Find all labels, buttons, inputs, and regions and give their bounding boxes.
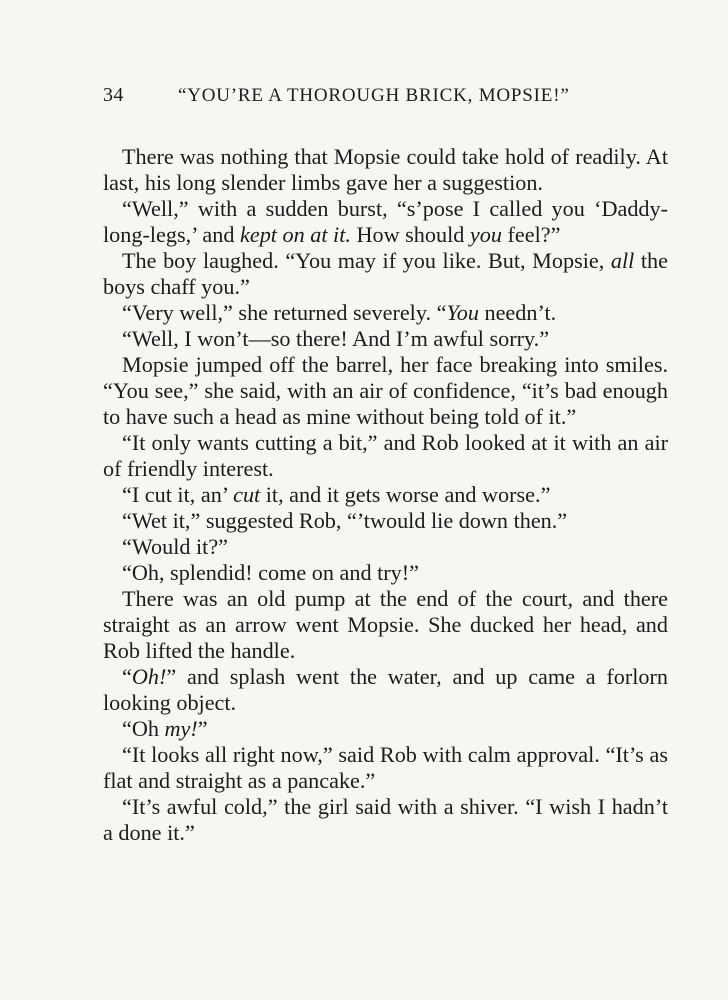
text-run: “ [122, 664, 132, 689]
paragraph [103, 664, 668, 716]
paragraph [103, 742, 668, 794]
text-run: the boys chaff you.” [103, 248, 668, 299]
page-header [103, 84, 668, 126]
paragraph [103, 430, 668, 482]
text-run: The boy laughed. “You may if you like. But, Mopsie, [122, 248, 611, 273]
text-run: “Oh [122, 716, 165, 741]
italic-text: my! [164, 716, 198, 741]
paragraph [103, 352, 668, 430]
paragraph [103, 248, 668, 300]
text-run: Mopsie jumped off the barrel, her face breaking into smiles. “You see,” she said, with an air of confidence, “it’s bad enough to have such a head as mine without being told of it.” [103, 352, 668, 429]
italic-text: cut [233, 482, 261, 507]
italic-text: You [446, 300, 479, 325]
paragraph [103, 482, 668, 508]
text-run: “Very well,” she returned severely. “ [122, 300, 447, 325]
text-run: “It looks all right now,” said Rob with calm approval. “It’s as flat and straight as a pancake.” [103, 742, 668, 793]
text-run: “Oh, splendid! come on and try!” [122, 560, 419, 585]
text-run: feel?” [501, 222, 561, 247]
text-run: How should [350, 222, 470, 247]
paragraph [103, 534, 668, 560]
italic-text: all [610, 248, 635, 273]
text-run: There was nothing that Mopsie could take hold of readily. At last, his long slender limbs gave her a suggestion. [103, 144, 668, 195]
text-run: “Wet it,” suggested Rob, “’twould lie down then.” [122, 508, 568, 533]
body-text [103, 144, 668, 846]
text-run: needn’t. [478, 300, 557, 325]
italic-text: Oh! [131, 664, 167, 689]
paragraph [103, 196, 668, 248]
text-run: “It’s awful cold,” the girl said with a shiver. “I wish I hadn’t a done it.” [103, 794, 668, 845]
paragraph [103, 560, 668, 586]
text-run: There was an old pump at the end of the court, and there straight as an arrow went Mopsie. She ducked her head, and Rob lifted the handle. [103, 586, 668, 663]
paragraph [103, 326, 668, 352]
text-run: ” [197, 716, 208, 741]
page-number: 34 [103, 84, 124, 106]
italic-text: you [469, 222, 502, 247]
paragraph [103, 716, 668, 742]
paragraph [103, 144, 668, 196]
paragraph [103, 300, 668, 326]
running-head: “YOU’RE A THOROUGH BRICK, MOPSIE!” [178, 85, 570, 106]
text-run: “Well,” with a sudden burst, “s’pose I called you ‘Daddy-long-legs,’ and [103, 196, 668, 247]
text-run: “Well, I won’t—so there! And I’m awful sorry.” [122, 326, 550, 351]
text-run: “I cut it, an’ [122, 482, 234, 507]
text-run: “Would it?” [122, 534, 229, 559]
text-run: “It only wants cutting a bit,” and Rob looked at it with an air of friendly interest. [103, 430, 668, 481]
italic-text: kept on at it. [240, 222, 351, 247]
paragraph [103, 508, 668, 534]
text-run: ” and splash went the water, and up came a forlorn looking object. [103, 664, 668, 715]
book-page [103, 84, 668, 846]
paragraph [103, 794, 668, 846]
paragraph [103, 586, 668, 664]
text-run: it, and it gets worse and worse.” [260, 482, 551, 507]
